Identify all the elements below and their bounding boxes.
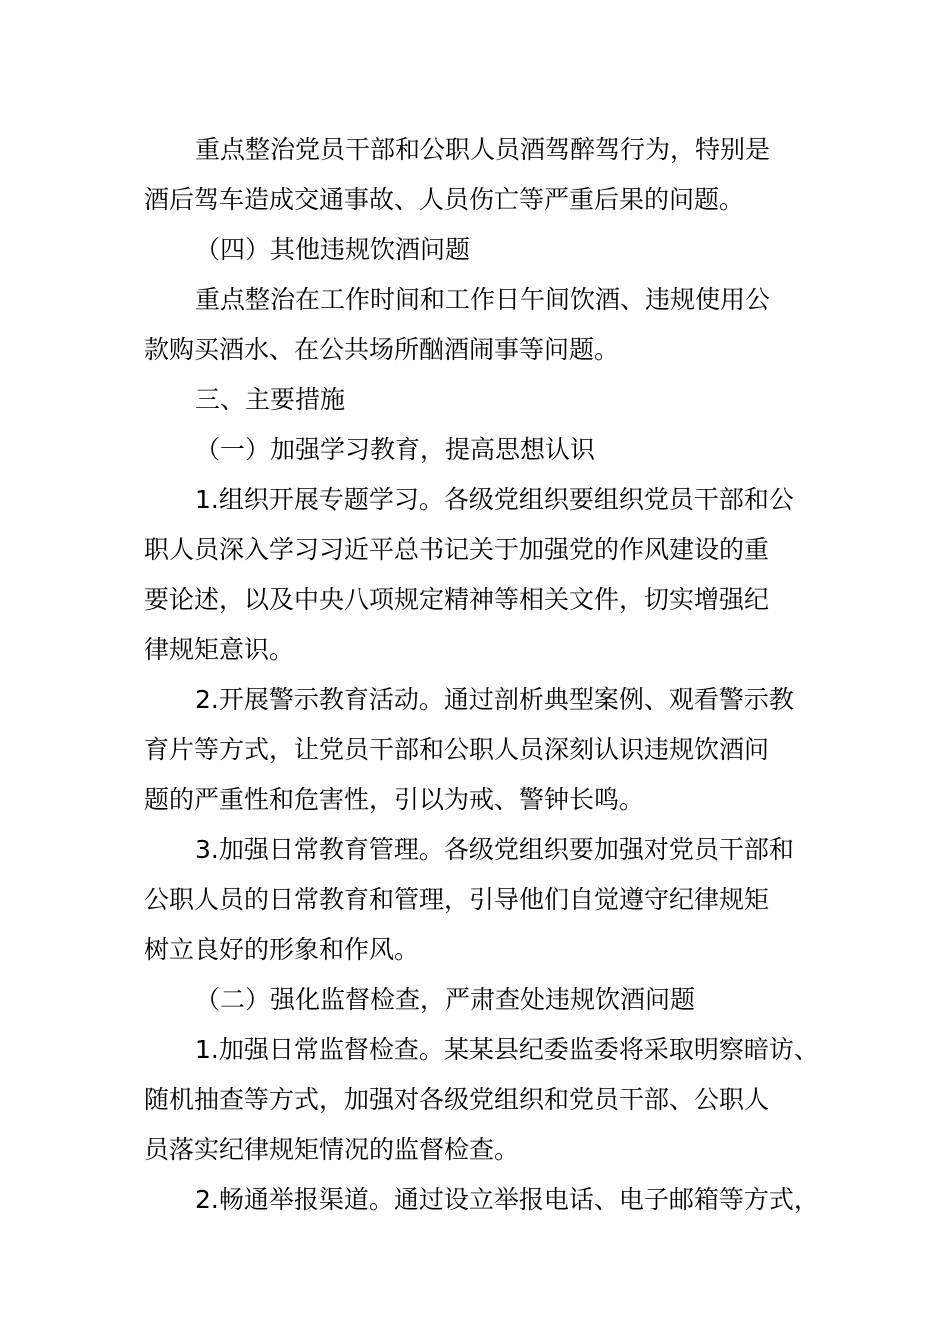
paragraph-line: 要论述，以及中央八项规定精神等相关文件，切实增强纪 [144, 585, 770, 614]
paragraph-line: 重点整治党员干部和公职人员酒驾醉驾行为，特别是 [195, 135, 771, 164]
section-heading: 三、主要措施 [195, 385, 346, 414]
paragraph-line: 树立良好的形象和作风。 [144, 935, 420, 964]
paragraph-line: 公职人员的日常教育和管理，引导他们自觉遵守纪律规矩 [144, 885, 770, 914]
paragraph-line: 题的严重性和危害性，引以为戒、警钟长鸣。 [144, 785, 645, 814]
paragraph-line: 育片等方式，让党员干部和公职人员深刻认识违规饮酒问 [144, 735, 770, 764]
paragraph-line: 1.加强日常监督检查。某某县纪委监委将采取明察暗访、 [195, 1035, 819, 1064]
section-subheading: （二）强化监督检查，严肃查处违规饮酒问题 [195, 985, 696, 1014]
paragraph-line: 酒后驾车造成交通事故、人员伤亡等严重后果的问题。 [144, 185, 745, 214]
paragraph-line: 员落实纪律规矩情况的监督检查。 [144, 1135, 520, 1164]
paragraph-line: 3.加强日常教育管理。各级党组织要加强对党员干部和 [195, 835, 794, 864]
section-subheading: （四）其他违规饮酒问题 [195, 235, 471, 264]
paragraph-line: 律规矩意识。 [144, 635, 295, 664]
paragraph-line: 职人员深入学习习近平总书记关于加强党的作风建设的重 [144, 535, 770, 564]
paragraph-line: 随机抽查等方式，加强对各级党组织和党员干部、公职人 [144, 1085, 770, 1114]
paragraph-line: 2.畅通举报渠道。通过设立举报电话、电子邮箱等方式， [195, 1185, 819, 1214]
paragraph-line: 2.开展警示教育活动。通过剖析典型案例、观看警示教 [195, 685, 794, 714]
paragraph-line: 1.组织开展专题学习。各级党组织要组织党员干部和公 [195, 485, 794, 514]
section-subheading: （一）加强学习教育，提高思想认识 [195, 435, 596, 464]
paragraph-line: 重点整治在工作时间和工作日午间饮酒、违规使用公 [195, 285, 771, 314]
paragraph-line: 款购买酒水、在公共场所酗酒闹事等问题。 [144, 335, 620, 364]
